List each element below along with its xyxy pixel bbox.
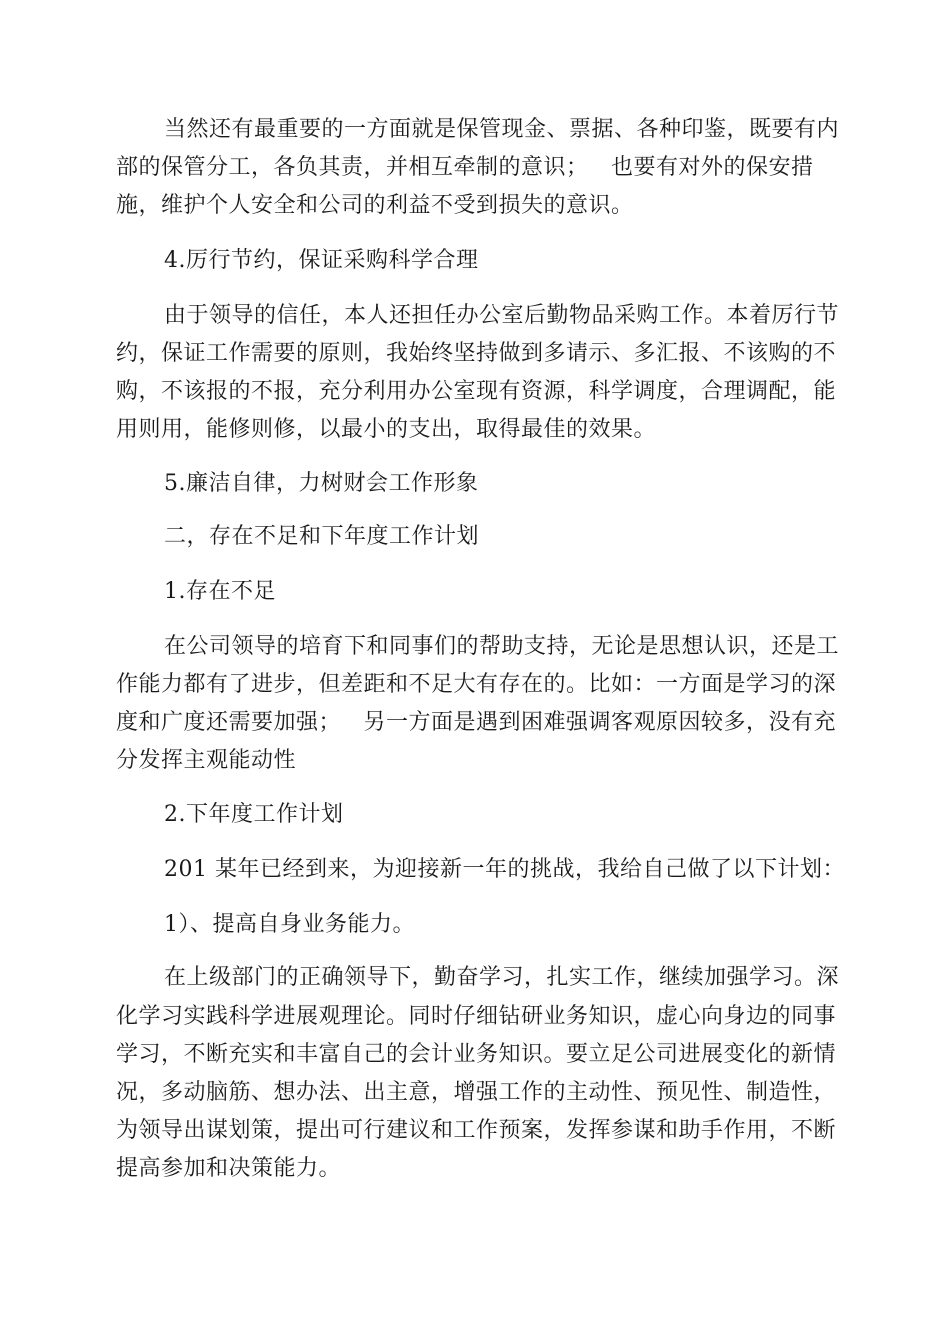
paragraph-line: 施，维护个人安全和公司的利益不受到损失的意识。 <box>116 193 634 218</box>
paragraph-line: 提高参加和决策能力。 <box>116 1156 342 1181</box>
paragraph-line: 部的保管分工，各负其责，并相互牵制的意识； 也要有对外的保安措 <box>116 155 814 180</box>
paragraph-line: 当然还有最重要的一方面就是保管现金、票据、各种印鉴，既要有内 <box>164 117 840 142</box>
paragraph-line: 在上级部门的正确领导下，勤奋学习，扎实工作，继续加强学习。深 <box>164 965 840 990</box>
section-heading: 5.廉洁自律，力树财会工作形象 <box>164 471 479 496</box>
paragraph-line: 购，不该报的不报，充分利用办公室现有资源，科学调度，合理调配，能 <box>116 379 837 404</box>
paragraph-line: 作能力都有了进步，但差距和不足大有存在的。比如：一方面是学习的深 <box>116 672 837 697</box>
paragraph-line: 度和广度还需要加强； 另一方面是遇到困难强调客观原因较多，没有充 <box>116 710 836 735</box>
paragraph-line: 为领导出谋划策，提出可行建议和工作预案，发挥参谋和助手作用，不断 <box>116 1118 837 1143</box>
paragraph-line: 况，多动脑筋、想办法、出主意，增强工作的主动性、预见性、制造性， <box>116 1080 837 1105</box>
paragraph-line: 在公司领导的培育下和同事们的帮助支持，无论是思想认识，还是工 <box>164 634 840 659</box>
paragraph-line: 分发挥主观能动性 <box>116 748 297 773</box>
paragraph-line: 约，保证工作需要的原则，我始终坚持做到多请示、多汇报、不该购的不 <box>116 341 837 366</box>
section-heading: 2.下年度工作计划 <box>164 802 344 827</box>
section-heading: 4.厉行节约，保证采购科学合理 <box>164 248 479 273</box>
paragraph-line: 化学习实践科学进展观理论。同时仔细钻研业务知识，虚心向身边的同事 <box>116 1004 837 1029</box>
section-heading: 二，存在不足和下年度工作计划 <box>164 524 480 549</box>
paragraph-line: 用则用，能修则修，以最小的支出，取得最佳的效果。 <box>116 417 657 442</box>
paragraph-line: 学习，不断充实和丰富自己的会计业务知识。要立足公司进展变化的新情 <box>116 1042 837 1067</box>
subsection-heading: 1）、提高自身业务能力。 <box>164 912 415 937</box>
paragraph-line: 201 某年已经到来，为迎接新一年的挑战，我给自己做了以下计划： <box>164 857 845 882</box>
section-heading: 1.存在不足 <box>164 579 276 604</box>
paragraph-line: 由于领导的信任，本人还担任办公室后勤物品采购工作。本着厉行节 <box>164 303 840 328</box>
